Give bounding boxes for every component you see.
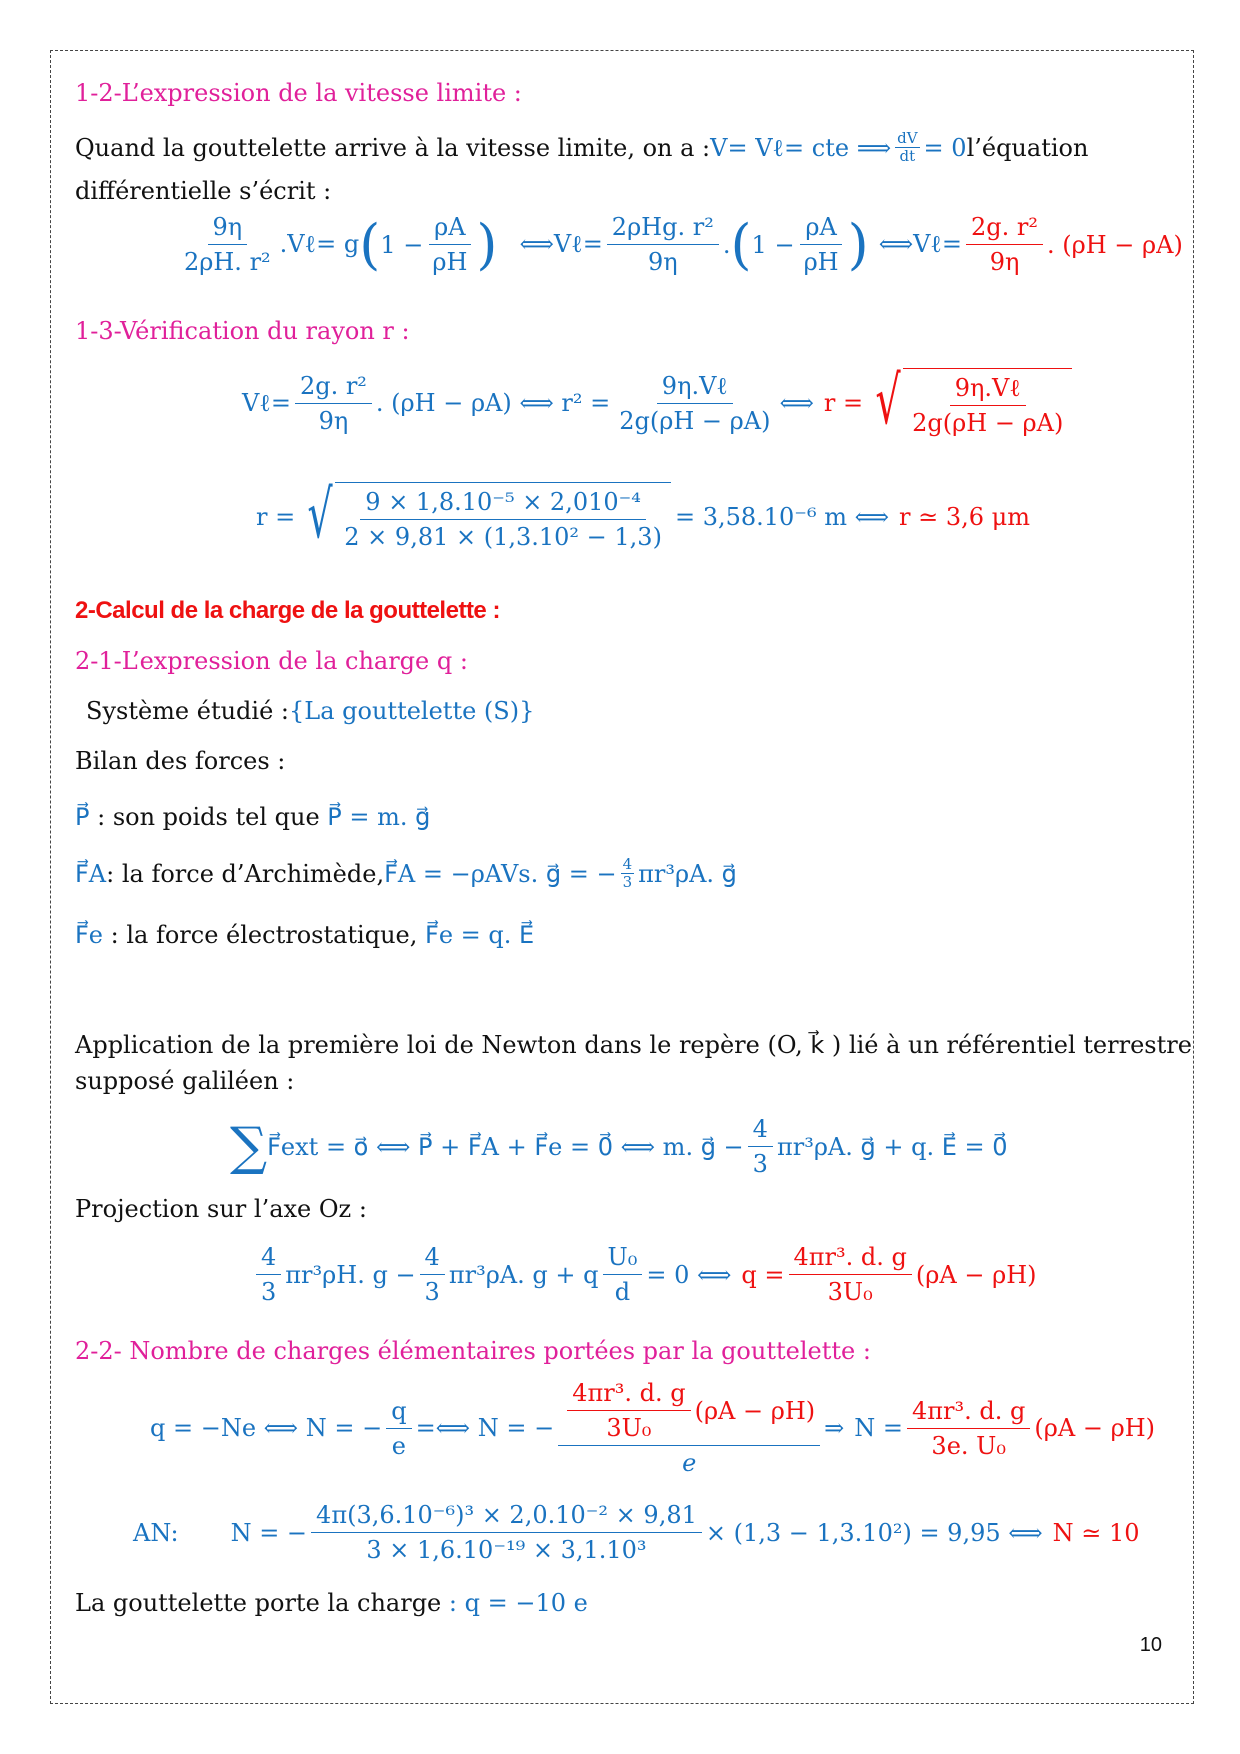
dt: dt [899, 147, 916, 165]
system-value: {La gouttelette (S)} [289, 697, 535, 725]
n-eq-b: =⟺ N = − [415, 1414, 555, 1442]
proj-b: πr³ρA. g + q [448, 1260, 599, 1289]
p-symbol: P⃗ [75, 803, 90, 831]
fa-num: 4 [622, 855, 633, 873]
intro-text-b: l’équation [966, 133, 1089, 162]
eq2-den2: 2g(ρH − ρA) [619, 406, 771, 435]
eq2-num1: 2g. r² [295, 371, 372, 404]
equation-projection [252, 1242, 1036, 1307]
n-outer-den: e [682, 1449, 697, 1477]
n-inner-den: 3U₀ [606, 1414, 652, 1442]
intro-text-a: Quand la gouttelette arrive à la vitesse limite, on a : [75, 133, 711, 162]
heading-vitesse-limite: 1-2-L’expression de la vitesse limite : [75, 79, 522, 107]
fa-eq-b: πr³ρA. g⃗ [638, 859, 737, 888]
eq2-lhs: Vℓ= [242, 388, 291, 417]
proj-num3: U₀ [603, 1242, 643, 1275]
eq1-num3: 2ρHg. r² [607, 212, 719, 245]
calc-num: 9 × 1,8.10⁻⁵ × 2,010⁻⁴ [360, 487, 646, 520]
equation-newton [230, 1114, 1008, 1179]
p-equation: P⃗ = m. g⃗ [327, 803, 431, 831]
eq2-num2: 9η.Vℓ [657, 371, 733, 404]
fa-den: 3 [622, 873, 633, 891]
calc-r: r = [256, 503, 296, 531]
conclusion-b: : q = −10 e [448, 1589, 588, 1617]
proj-den4: 3U₀ [827, 1278, 873, 1306]
proj-den3: d [614, 1278, 631, 1306]
proj-num2: 4 [420, 1242, 445, 1275]
force-poids [75, 800, 430, 834]
an-num: 4π(3,6.10⁻⁶)³ × 2,0.10⁻² × 9,81 [311, 1500, 702, 1533]
sqrt-rayon: √ $\frac{\text{9η.Vℓ}}{2g(\rho H - \rho A)}$ [867, 368, 1072, 438]
calc-result: = 3,58.10⁻⁶ m ⟺ [674, 503, 890, 531]
heading-verification-rayon: 1-3-Vérification du rayon r : [75, 317, 410, 345]
n-inner-tail: (ρA − ρH) [694, 1396, 816, 1425]
n-num1: q [386, 1396, 411, 1429]
n-tail: (ρA − ρH) [1034, 1414, 1155, 1442]
eq1-tail: . (ρH − ρA) [1047, 230, 1183, 259]
n-inner-num: 4πr³. d. g [567, 1378, 690, 1411]
calc-final: r ≃ 3,6 μm [899, 503, 1031, 531]
fe-equation: F⃗e = q. E⃗ [425, 921, 535, 949]
fa-eq-a: F⃗A = −ρAVs. g⃗ = − [384, 859, 617, 888]
eq1-one1: 1 − [380, 230, 424, 259]
eq2-mid1: . (ρH − ρA) ⟺ r² = [375, 389, 611, 417]
proj-c: = 0 ⟺ [646, 1260, 732, 1289]
bilan-forces: Bilan des forces : [75, 747, 286, 775]
heading-expression-charge: 2-1-L’expression de la charge q : [75, 647, 468, 675]
an-b: × (1,3 − 1,3.10²) = 9,95 ⟺ [705, 1518, 1043, 1547]
eq1-dot: . [722, 230, 731, 259]
proj-q: q = [741, 1260, 785, 1289]
proj-num4: 4πr³. d. g [789, 1242, 912, 1275]
intro-equal-zero: = 0 [923, 133, 967, 162]
eq1-num1: 9η [208, 212, 248, 245]
eq1-num2: ρA [429, 212, 470, 245]
eq1-mid2: ⟺Vℓ= [519, 230, 603, 258]
n-num3: 4πr³. d. g [907, 1396, 1030, 1429]
eq1-one2: 1 − [751, 230, 795, 259]
proj-tail: (ρA − ρH) [915, 1260, 1037, 1289]
fe-text: : la force électrostatique, [103, 921, 426, 949]
eq1-den3: 9η [647, 248, 678, 276]
page-number: 10 [1139, 1634, 1162, 1656]
newton-text-a: Application de la première loi de Newton dans le repère (O, k⃗ ) lié à un référentiel terrestre [75, 1031, 1192, 1059]
eq1-num5: 2g. r² [966, 212, 1043, 245]
heading-nombre-charges: 2-2- Nombre de charges élémentaires portées par la gouttelette : [75, 1337, 871, 1365]
eq1-num4: ρA [800, 212, 841, 245]
dv-dt-fraction [895, 130, 919, 165]
proj-num1: 4 [256, 1242, 281, 1275]
n-eq-c: ⇒ [824, 1414, 845, 1442]
eq2-num3: 9η.Vℓ [950, 373, 1026, 406]
calcul-rayon [256, 476, 1031, 553]
equation-rayon [242, 362, 1076, 439]
conclusion-a: La gouttelette porte la charge [75, 1589, 449, 1617]
eq2-mid2: ⟺ [779, 389, 814, 417]
force-archimede [75, 856, 737, 891]
eq2-r: r = [823, 389, 864, 417]
application-numerique [133, 1500, 1140, 1565]
sum-num: 4 [748, 1114, 773, 1147]
equation-nombre-charges [150, 1378, 1155, 1478]
eq1-den1: 2ρH. r² [184, 248, 271, 276]
equation-vitesse-limite: $\frac{9\eta}{\text{2ρH. r²}}$ .Vℓ= g ( 1 − $\frac{\rho A}{\rho H}$ ) ⟺Vℓ= $\frac{\text{2ρHg. r²}}{9\eta}$ . ( 1 − $\frac{\rho A}{\rho H}$ ) ⟺Vℓ= $\frac{\text{2g. r²}}{9\eta}$ . (ρH − ρA) [175, 212, 1183, 277]
n-eq-N: N = [854, 1414, 904, 1442]
sum-eq-b: πr³ρA. g⃗ + q. E⃗ = 0⃗ [776, 1132, 1008, 1161]
n-den3: 3e. U₀ [931, 1431, 1006, 1460]
an-a: N = − [230, 1518, 308, 1547]
sqrt-calcul: √ $\frac{\text{9 × 1,8.10⁻⁵ × 2,010⁻⁴}}{\text{2 × 9,81 × (1,3.10² − 1,3)}}$ [299, 482, 671, 552]
intro-text-c: différentielle s’écrit : [75, 177, 332, 205]
fe-symbol: F⃗e [75, 921, 104, 949]
heading-calcul-charge: 2-Calcul de la charge de la gouttelette : [75, 597, 500, 624]
newton-text-b: supposé galiléen : [75, 1067, 295, 1095]
systeme-etudie [86, 694, 534, 728]
system-label: Système étudié : [86, 697, 290, 725]
an-den: 3 × 1,6.10⁻¹⁹ × 3,1.10³ [366, 1536, 647, 1564]
sum-den: 3 [752, 1150, 768, 1178]
proj-den2: 3 [424, 1278, 440, 1306]
intro-condition: V= Vℓ= cte ⟹ [710, 133, 892, 162]
eq1-den4: ρH [803, 248, 839, 276]
calc-den: 2 × 9,81 × (1,3.10² − 1,3) [344, 523, 662, 551]
an-label: AN: [133, 1518, 179, 1547]
dv: dV [897, 129, 918, 147]
eq2-den1: 9η [318, 406, 349, 435]
proj-den1: 3 [261, 1278, 277, 1306]
fa-symbol: F⃗A [75, 859, 107, 888]
p-text: : son poids tel que [89, 803, 328, 831]
proj-a: πr³ρH. g − [285, 1260, 416, 1289]
conclusion [75, 1586, 588, 1620]
n-nested-fraction [558, 1378, 820, 1478]
projection-text: Projection sur l’axe Oz : [75, 1195, 367, 1223]
fa-text: : la force d’Archimède, [106, 859, 385, 888]
force-electrostatique [75, 918, 534, 952]
eq1-den5: 9η [989, 248, 1020, 276]
sum-symbol: ∑ [230, 1116, 268, 1177]
n-den1: e [391, 1431, 406, 1460]
an-final: N ≃ 10 [1052, 1518, 1140, 1547]
intro-vitesse-limite [75, 130, 1088, 165]
eq1-mid1: .Vℓ= g [279, 230, 360, 258]
sum-eq-a: F⃗ext = o⃗ ⟺ P⃗ + F⃗A + F⃗e = 0⃗ ⟺ m. g⃗ − [267, 1132, 744, 1161]
n-eq-a: q = −Ne ⟺ N = − [150, 1414, 383, 1442]
eq2-den3: 2g(ρH − ρA) [912, 409, 1064, 437]
eq1-den2: ρH [432, 248, 468, 276]
eq1-mid3: ⟺Vℓ= [878, 230, 963, 258]
